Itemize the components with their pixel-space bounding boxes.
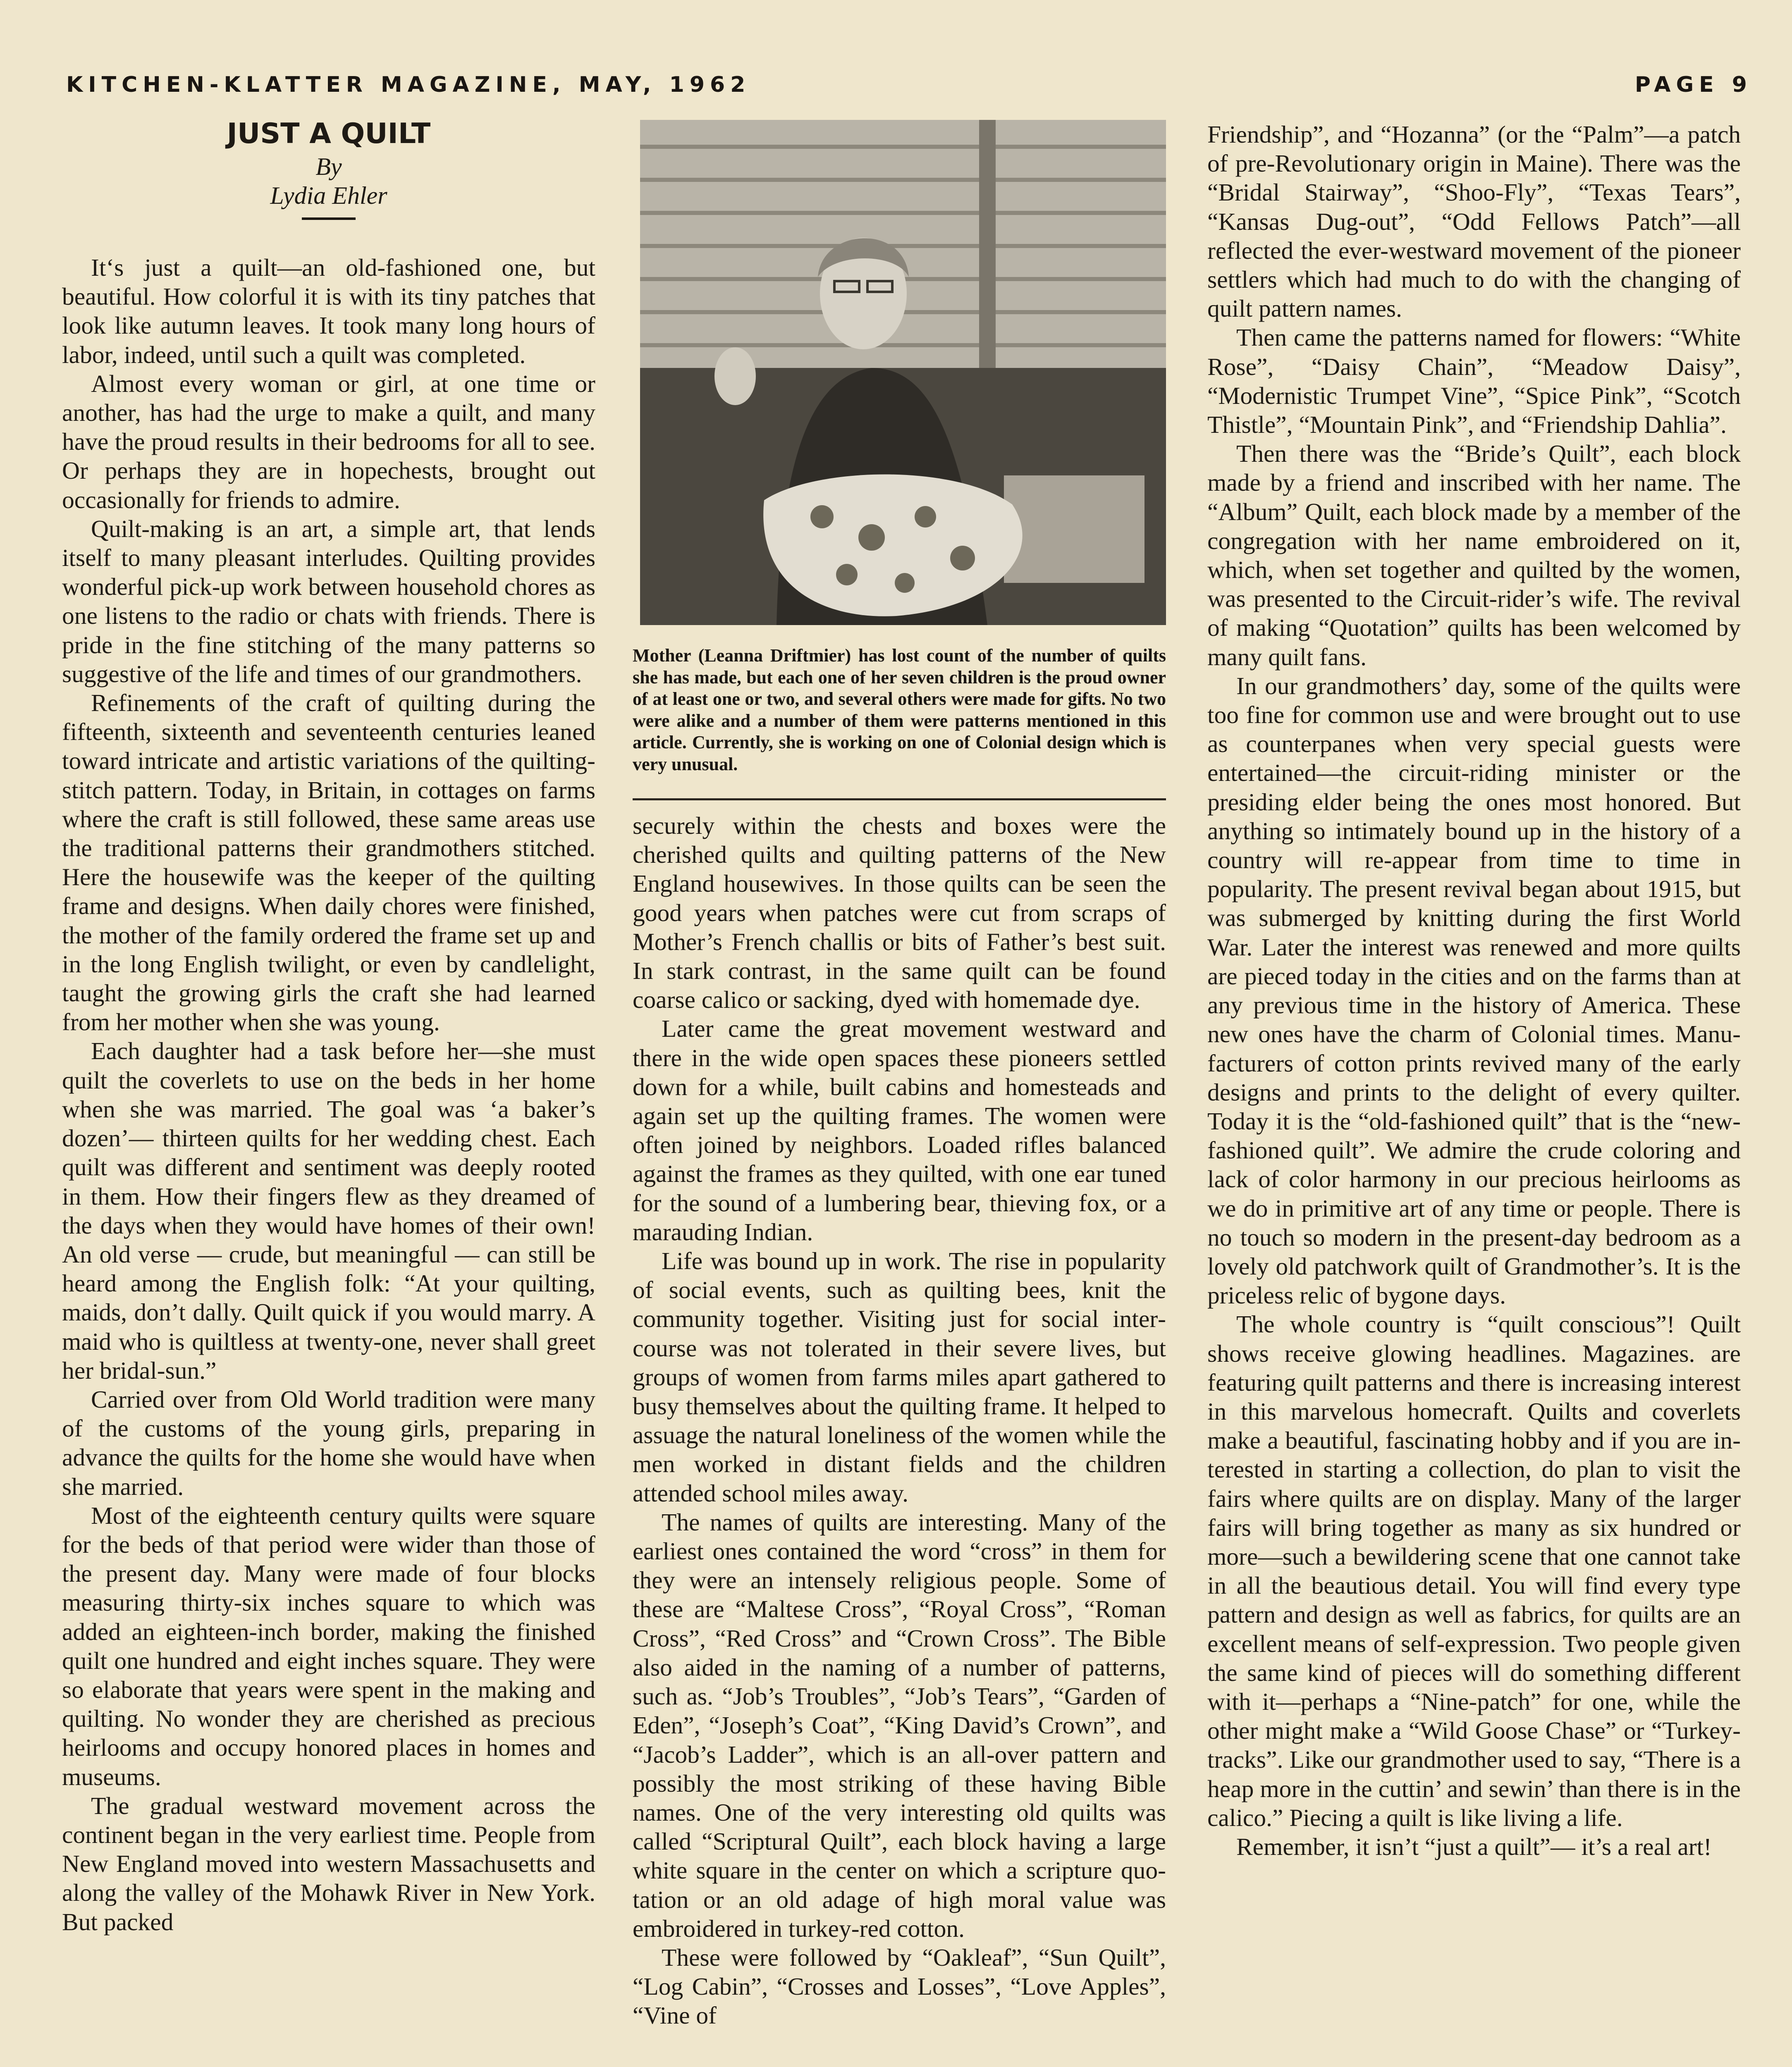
column-3 xyxy=(1207,120,1741,1861)
title-rule xyxy=(302,217,356,220)
paragraph: Life was bound up in work. The rise in popularity of social events, such as quilting bees, knit the community together. Visiting just for social intercourse was not tolerated in their severe lives, but groups of women from farms miles apart gathered to busy themselves about the quilting frame. It helped to assuage the natural loneliness of the women while the men worked in distant fields and the children attended school miles away. xyxy=(633,1247,1166,1507)
paragraph: In our grandmothers’ day, some of the quilts were too fine for common use and were brought out to use as counterpanes when very special guests were entertained—the circuit-riding minister or the presiding elder being the ones most honored. But anything so intimately bound up in the history of a country will re-appear from time to time in popularity. The present revival began about 1915, but was submerged by knitting during the first World War. Later the interest was renewed and more quilts are pieced today in the cities and on the farms than at any previous time in the history of America. These new ones have the charm of Colonial times. Manufacturers of cotton prints revived many of the early designs and prints to the delight of every quilter. Today it is the “old-fashioned quilt” that is the “new-fashioned quilt”. We admire the crude coloring and lack of color harmony in our precious heirlooms as we do in primitive art of any time or people. There is no touch so modern in the present-day bedroom as a lovely old patchwork quilt of Grandmother’s. It is the priceless relic of bygone days. xyxy=(1207,672,1741,1309)
paragraph: Most of the eighteenth century quilts were square for the beds of that period were wider than those of the present day. Many were made of four blocks measuring thirty-six inches square to which was added an eighteen-inch border, making the finished quilt one hundred and eight inches square. They were so elaborate that years were spent in the making and quilting. No wonder they are cherished as precious heirlooms and occupy honored places in homes and museums. xyxy=(62,1501,595,1790)
paragraph: The gradual westward movement across the continent began in the very earliest time. People from New England moved into western Massachusetts and along the valley of the Mohawk River in New York. But packed xyxy=(62,1792,595,1936)
caption-divider xyxy=(633,798,1166,800)
column-2 xyxy=(633,120,1166,2030)
column-1 xyxy=(62,117,595,1936)
paragraph: Carried over from Old World tradition were many of the customs of the young girls, preparing in advance the quilts for the home she would have when she married. xyxy=(62,1385,595,1500)
paragraph: Then came the patterns named for flowers: “White Rose”, “Daisy Chain”, “Meadow Daisy”, “Modernistic Trumpet Vine”, “Spice Pink”, “Scotch Thistle”, “Mountain Pink”, and “Friendship Dahlia”. xyxy=(1207,324,1741,439)
article-title: JUST A QUILT xyxy=(227,117,431,150)
paragraph: Quilt-making is an art, a simple art, that lends itself to many pleasant interludes. Quilting provides wonderful pick-up work between household chores as one listens to the radio or chats with friends. There is pride in the fine stitching of the many patterns so suggestive of the life and times of our grandmothers. xyxy=(62,515,595,687)
running-header xyxy=(66,72,1752,107)
photo-image xyxy=(640,120,1166,625)
page-number: PAGE 9 xyxy=(1634,72,1752,97)
paragraph: securely within the chests and boxes were the cherished quilts and quilting patterns of the New England housewives. In those quilts can be seen the good years when patches were cut from scraps of Mother’s French challis or bits of Father’s best suit. In stark contrast, in the same quilt can be found coarse calico or sacking, dyed with homemade dye. xyxy=(633,812,1166,1014)
paragraph: Friendship”, and “Hozanna” (or the “Palm”—a patch of pre-Revolutionary origin in Maine). There was the “Bridal Stairway”, “Shoo-Fly”, “Texas Tears”, “Kansas Dug-out”, “Odd Fellows Patch”—all reflected the ever-westward movement of the pioneer settlers which had much to do with the changing of quilt pattern names. xyxy=(1207,121,1741,322)
paragraph: Remember, it isn’t “just a quilt”— it’s a real art! xyxy=(1236,1833,1712,1860)
photo-woman-with-quilt xyxy=(640,120,1166,625)
paragraph: Each daughter had a task before her—she must quilt the coverlets to use on the beds in her home when she was married. The goal was ‘a baker’s dozen’— thirteen quilts for her wedding chest. Each quilt was different and sentiment was deeply rooted in them. How their fingers flew as they dreamed of the days when they would have homes of their own! An old verse — crude, but meaningful — can still be heard among the English folk: “At your quilting, maids, don’t dally. Quilt quick if you would marry. A maid who is quiltless at twenty-one, never shall greet her bridal-sun.” xyxy=(62,1037,595,1384)
photo-caption: Mother (Leanna Driftmier) has lost count of the number of quilts she has made, but each one of her seven children is the proud owner of at least one or two, and several others were made for gifts. No two were alike and a number of them were patterns mentioned in this article. Currently, she is working on one of Colonial design which is very unusual. xyxy=(633,645,1166,774)
byline-by: By xyxy=(315,153,342,180)
paragraph: Later came the great movement westward and there in the wide open spaces these pioneers settled down for a while, built cabins and homesteads and again set up the quilting frames. The women were often joined by neighbors. Loaded rifles balanced against the frames as they quilted, with one ear tuned for the sound of a lumbering bear, thieving fox, or a marauding Indian. xyxy=(633,1015,1166,1246)
paragraph: It‘s just a quilt—an old-fashioned one, but beautiful. How colorful it is with its tiny patches that look like autumn leaves. It took many long hours of labor, indeed, until such a quilt was completed. xyxy=(62,254,595,368)
paragraph: Then there was the “Bride’s Quilt”, each block made by a friend and inscribed with her name. The “Album” Quilt, each block made by a member of the congregation with her name embroidered on it, which, when set together and quilted by the women, was presented to the Circuit-rider’s wife. The revival of making “Quotation” quilts has been welcomed by many quilt fans. xyxy=(1207,440,1741,671)
paragraph: These were followed by “Oakleaf”, “Sun Quilt”, “Log Cabin”, “Crosses and Losses”, “Love Apples”, “Vine of xyxy=(633,1943,1166,2029)
paragraph: Refinements of the craft of quilting during the fifteenth, sixteenth and seventeenth centuries leaned toward intricate and artistic variations of the quilting-stitch pattern. Today, in Britain, in cottages on farms where the craft is still followed, these same areas use the traditional patterns their grandmothers stitched. Here the housewife was the keeper of the quilting frame and designs. When daily chores were finished, the mother of the family ordered the frame set up and in the long English twilight, or even by candlelight, taught the growing girls the craft she had learned from her mother when she was young. xyxy=(62,689,595,1036)
magazine-title-date: KITCHEN-KLATTER MAGAZINE, MAY, 1962 xyxy=(66,72,751,97)
paragraph: The whole country is “quilt conscious”! Quilt shows receive glowing headlines. Magazines. are featuring quilt patterns and there is increasing interest in this marvelous homecraft. Quilts and coverlets make a beautiful, fascinating hobby and if you are interested in starting a collection, do plan to visit the fairs where quilts are on display. Many of the larger fairs will bring together as many as six hundred or more—such a bewildering scene that one cannot take in all the beautious detail. You will find every type pattern and design as well as fabrics, for quilts are an excellent means of self-expression. Two people given the same kind of pieces will do something different with it—perhaps a “Nine-patch” for one, while the other might make a “Wild Goose Chase” or “Turkey-tracks”. Like our grandmother used to say, “There is a heap more in the cuttin’ and sewin’ than there is in the calico.” Piecing a quilt is like living a life. xyxy=(1207,1310,1741,1831)
paragraph: Almost every woman or girl, at one time or another, has had the urge to make a quilt, and many have the proud results in their bedrooms for all to see. Or perhaps they are in hopechests, brought out occasionally for friends to admire. xyxy=(62,370,595,513)
paragraph: The names of quilts are interesting. Many of the earliest ones contained the word “cross” in them for they were an intensely religious people. Some of these are “Maltese Cross”, “Royal Cross”, “Roman Cross”, “Red Cross” and “Crown Cross”. The Bible also aided in the naming of a number of patterns, such as. “Job’s Troubles”, “Job’s Tears”, “Garden of Eden”, “Joseph’s Coat”, “King David’s Crown”, and “Jacob’s Ladder”, which is an all-over pattern and possibly the most striking of these having Bible names. One of the very interesting old quilts was called “Scriptural Quilt”, each block having a large white square in the center on which a scripture quotation or an old adage of high moral value was embroidered in turkey-red cotton. xyxy=(633,1508,1166,1942)
byline-author: Lydia Ehler xyxy=(270,182,387,209)
